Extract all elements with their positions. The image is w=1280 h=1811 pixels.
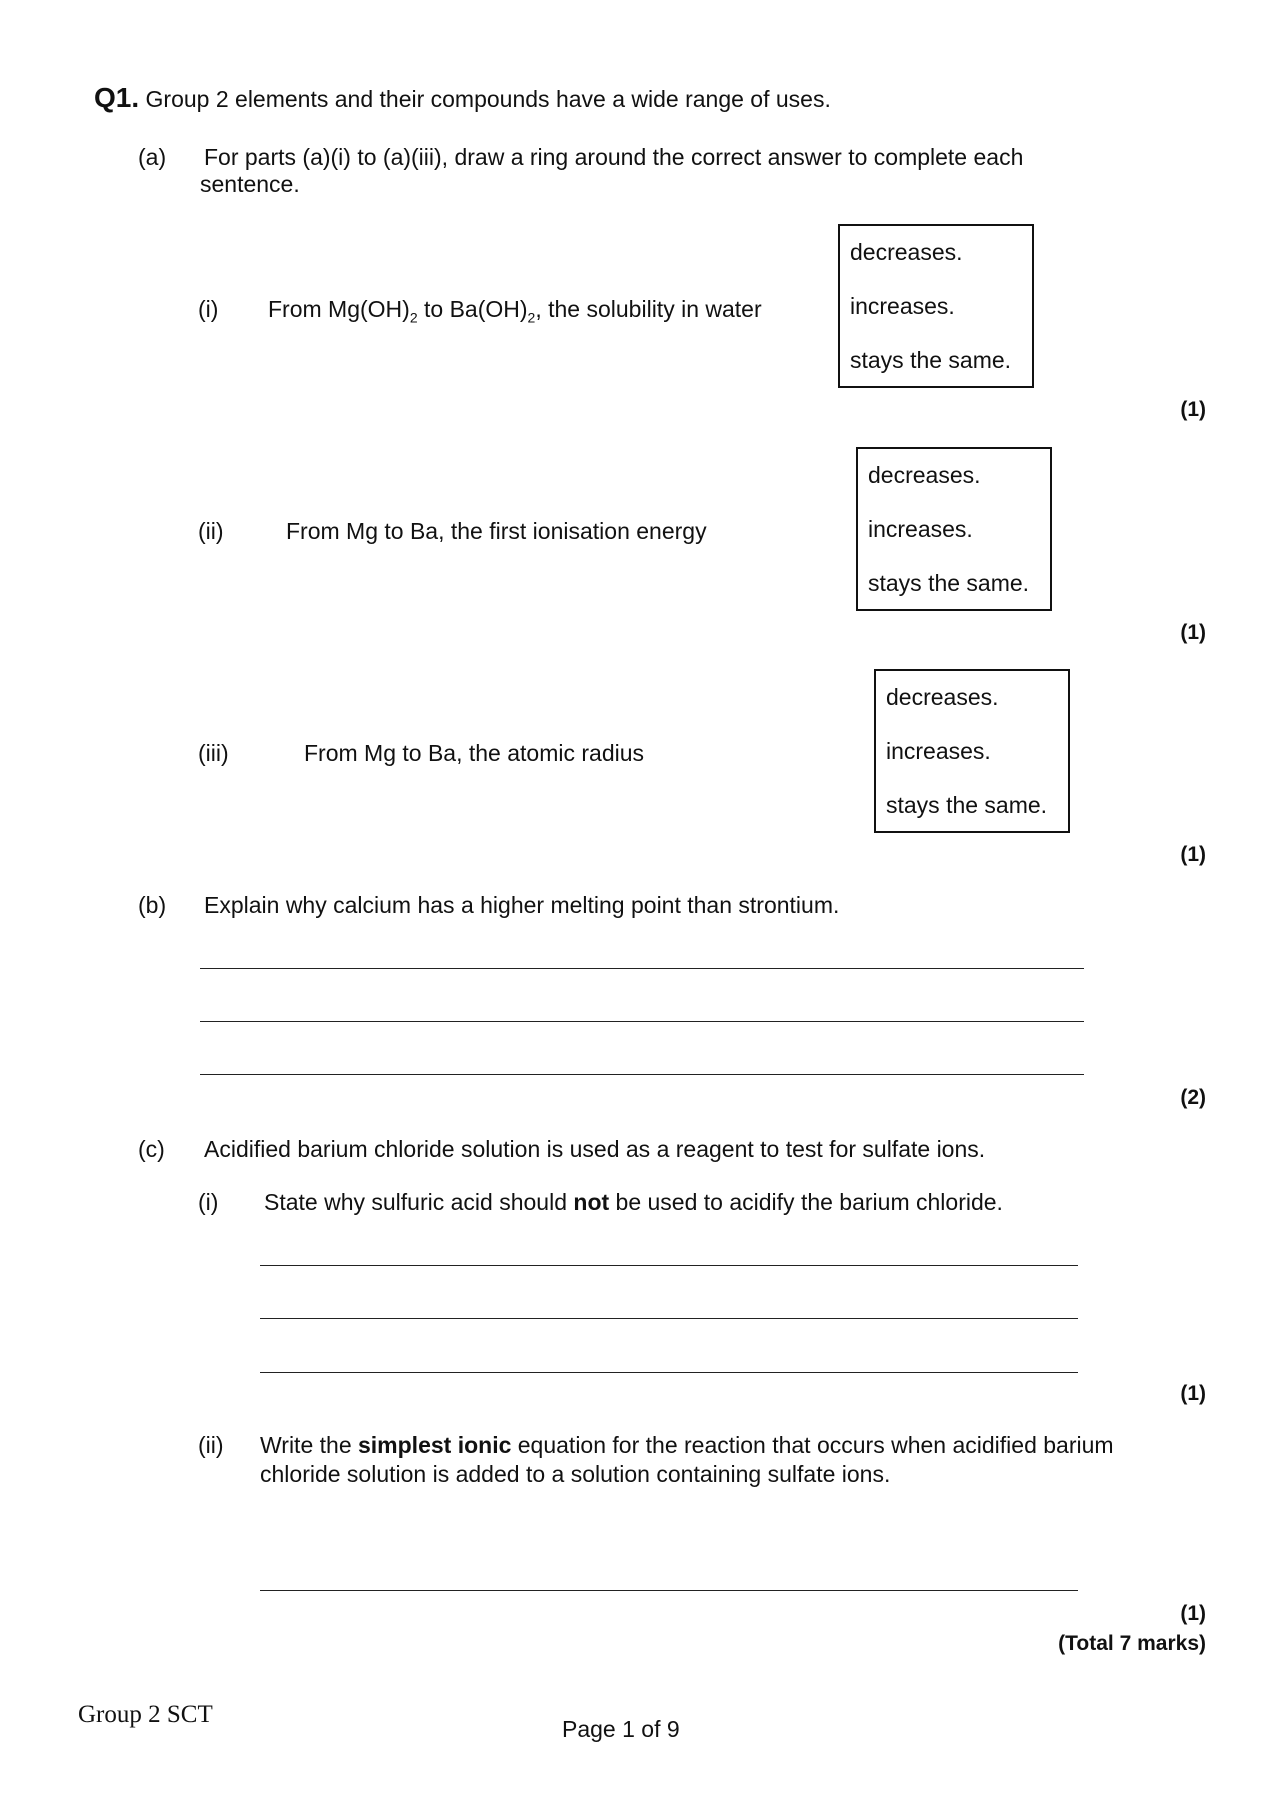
- part-a-label: (a): [138, 144, 167, 170]
- answer-line[interactable]: [200, 1074, 1084, 1075]
- item-ii-marks: (1): [1180, 621, 1206, 644]
- option-stays-the-same[interactable]: stays the same.: [868, 570, 1030, 596]
- answer-line[interactable]: [260, 1372, 1078, 1373]
- item-iii-marks: (1): [1180, 843, 1206, 866]
- question-header: [94, 82, 831, 114]
- footer-page-number: Page 1 of 9: [562, 1716, 680, 1742]
- item-iii-text: From Mg to Ba, the atomic radius: [304, 740, 645, 766]
- item-ii-options-box: [856, 447, 1052, 611]
- item-i-options-box: [838, 224, 1034, 388]
- part-c-label: (c): [138, 1136, 165, 1162]
- total-marks: (Total 7 marks): [1058, 1632, 1206, 1655]
- answer-line[interactable]: [260, 1265, 1078, 1266]
- part-a-instruction-line1: For parts (a)(i) to (a)(iii), draw a ring around the correct answer to complete each: [204, 144, 1024, 170]
- answer-line[interactable]: [260, 1318, 1078, 1319]
- item-i-label: (i): [198, 296, 219, 322]
- part-b-label: (b): [138, 892, 167, 918]
- option-increases[interactable]: increases.: [886, 738, 991, 764]
- answer-line[interactable]: [200, 1021, 1084, 1022]
- part-a-instruction-line2: sentence.: [200, 171, 300, 197]
- item-ii-text: From Mg to Ba, the first ionisation energy: [286, 518, 707, 544]
- option-decreases[interactable]: decreases.: [886, 684, 999, 710]
- question-intro: Group 2 elements and their compounds have a wide range of uses.: [145, 86, 831, 112]
- part-c-text: Acidified barium chloride solution is used as a reagent to test for sulfate ions.: [204, 1136, 986, 1162]
- item-i-marks: (1): [1180, 398, 1206, 421]
- item-i-text: From $Mg(OH)_2$ to $Ba(OH)_2$, the solubility in water: [268, 296, 762, 326]
- part-b-text: Explain why calcium has a higher melting point than strontium.: [204, 892, 840, 918]
- part-c-ii-text-line2: chloride solution is added to a solution containing sulfate ions.: [260, 1461, 891, 1487]
- part-c-ii-marks: (1): [1180, 1602, 1206, 1625]
- option-decreases[interactable]: decreases.: [868, 462, 981, 488]
- item-ii-label: (ii): [198, 518, 224, 544]
- footer-document-name: Group 2 SCT: [78, 1701, 213, 1728]
- option-stays-the-same[interactable]: stays the same.: [850, 347, 1012, 373]
- question-number: Q1.: [94, 82, 140, 113]
- part-c-ii-label: (ii): [198, 1432, 224, 1458]
- part-c-i-label: (i): [198, 1189, 219, 1215]
- part-c-i-marks: (1): [1180, 1382, 1206, 1405]
- option-increases[interactable]: increases.: [868, 516, 973, 542]
- part-c-ii-text-line1: Write the simplest ionic equation for the reaction that occurs when acidified barium: [260, 1432, 1114, 1458]
- answer-line[interactable]: [200, 968, 1084, 969]
- option-increases[interactable]: increases.: [850, 293, 955, 319]
- part-c-i-text: State why sulfuric acid should not be used to acidify the barium chloride.: [264, 1189, 1003, 1215]
- item-iii-options-box: [874, 669, 1070, 833]
- answer-line[interactable]: [260, 1590, 1078, 1591]
- part-b-marks: (2): [1180, 1086, 1206, 1109]
- item-iii-label: (iii): [198, 740, 229, 766]
- option-decreases[interactable]: decreases.: [850, 239, 963, 265]
- option-stays-the-same[interactable]: stays the same.: [886, 792, 1048, 818]
